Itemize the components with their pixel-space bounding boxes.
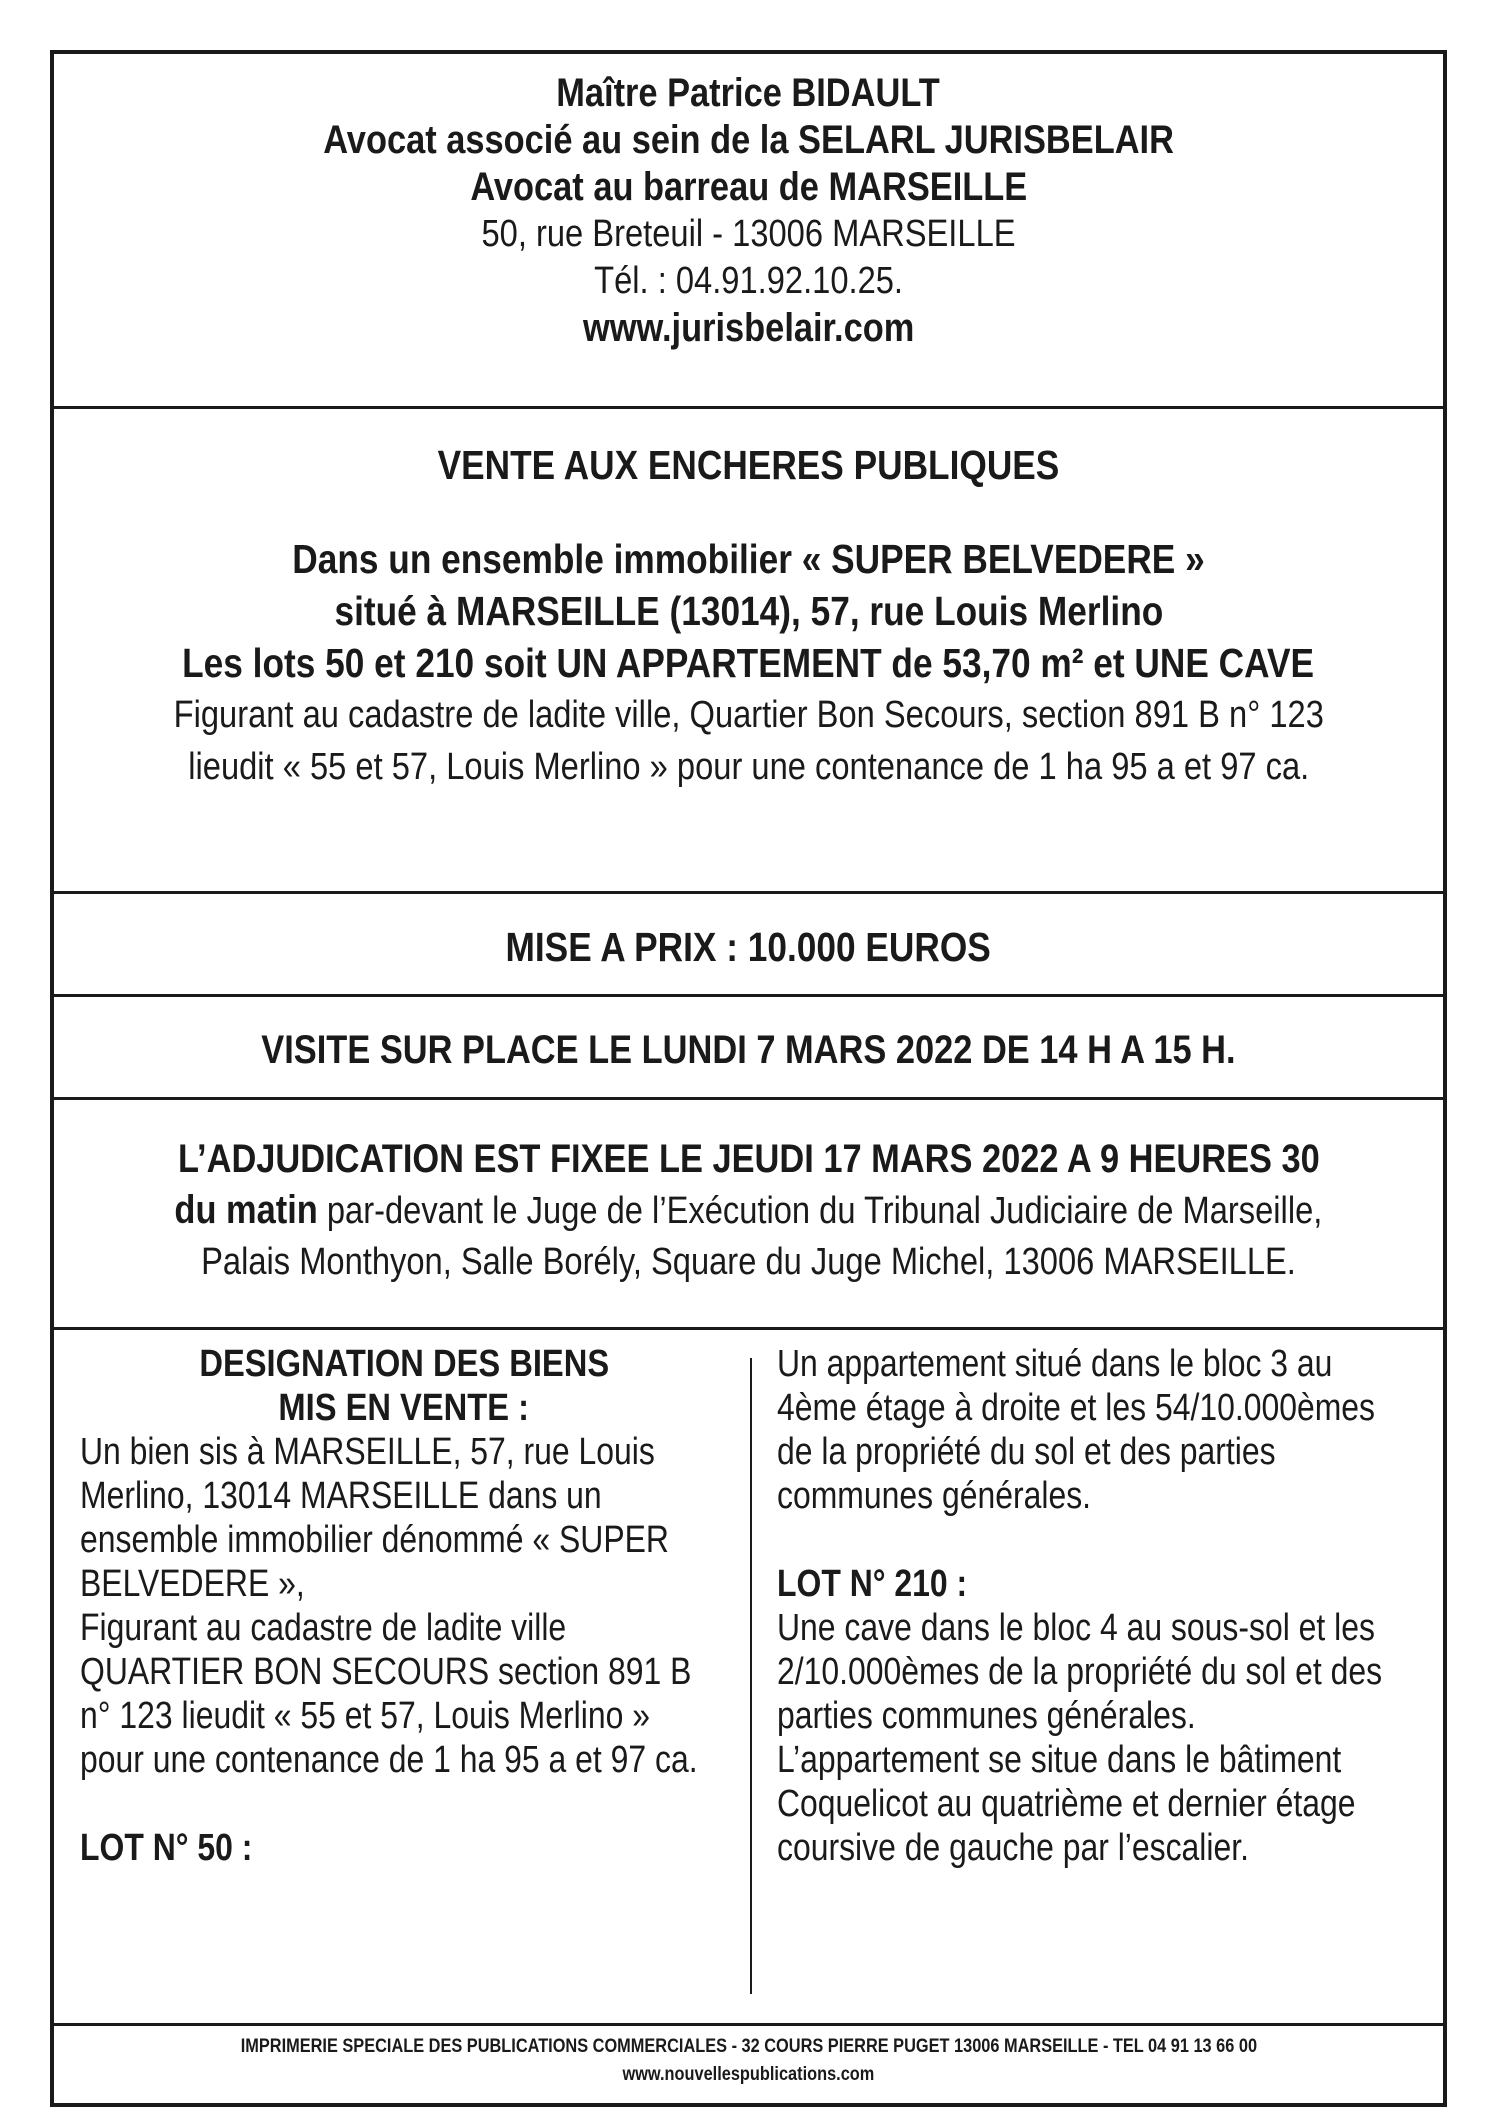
right-p2-line: parties communes générales.: [777, 1695, 1196, 1737]
printer-footer: [54, 2026, 1443, 2111]
left-p1-line: BELVEDERE »,: [80, 1563, 305, 1605]
right-p2-line: 2/10.000èmes de la propriété du sol et des: [777, 1651, 1383, 1693]
sale-line-3: Les lots 50 et 210 soit UN APPARTEMENT de 53,70 m² et UNE CAVE: [182, 640, 1315, 686]
right-p1-line: de la propriété du sol et des parties: [777, 1431, 1276, 1473]
right-p3-line: coursive de gauche par l’escalier.: [777, 1827, 1249, 1869]
visit-info: VISITE SUR PLACE LE LUNDI 7 MARS 2022 DE 14 H A 15 H.: [261, 1028, 1236, 1072]
lot-210-heading: LOT N° 210 :: [777, 1563, 968, 1605]
adjudication-line-2: par-devant le Juge de l’Exécution du Tribunal Judiciaire de Marseille,: [317, 1190, 1323, 1232]
right-p3-line: Coquelicot au quatrième et dernier étage: [777, 1783, 1356, 1825]
price-section: [54, 894, 1443, 997]
starting-price: MISE A PRIX : 10.000 EUROS: [505, 924, 992, 970]
adjudication-line-1: L’ADJUDICATION EST FIXEE LE JEUDI 17 MARS 2022 A 9 HEURES 30: [177, 1137, 1320, 1181]
property-details: [54, 1330, 1443, 2026]
sale-line-2: situé à MARSEILLE (13014), 57, rue Louis Merlino: [334, 588, 1163, 634]
visit-section: [54, 997, 1443, 1100]
lawyer-header: [54, 54, 1443, 409]
printer-info: IMPRIMERIE SPECIALE DES PUBLICATIONS COMMERCIALES - 32 COURS PIERRE PUGET 13006 MARSEILLE - TEL 04 91 13 66 00: [240, 2036, 1257, 2057]
right-p1-line: Un appartement situé dans le bloc 3 au: [777, 1343, 1333, 1385]
lawyer-website[interactable]: www.jurisbelair.com: [582, 306, 915, 350]
lawyer-role: Avocat associé au sein de la SELARL JURISBELAIR: [323, 118, 1174, 162]
left-p1-line: Merlino, 13014 MARSEILLE dans un: [80, 1475, 602, 1517]
adjudication-line-3: Palais Monthyon, Salle Borély, Square du Juge Michel, 13006 MARSEILLE.: [201, 1241, 1296, 1283]
right-p2-line: Une cave dans le bloc 4 au sous-sol et les: [777, 1607, 1375, 1649]
adjudication-morning: du matin: [174, 1188, 318, 1232]
left-p2-line: QUARTIER BON SECOURS section 891 B: [80, 1651, 692, 1693]
right-p1-line: 4ème étage à droite et les 54/10.000èmes: [777, 1387, 1376, 1429]
column-divider: [750, 1358, 752, 1994]
left-p2-line: n° 123 lieudit « 55 et 57, Louis Merlino »: [80, 1695, 650, 1737]
lawyer-phone: Tél. : 04.91.92.10.25.: [594, 260, 903, 302]
lot-50-heading: LOT N° 50 :: [80, 1827, 253, 1869]
left-p2-line: pour une contenance de 1 ha 95 a et 97 ca.: [80, 1739, 698, 1781]
lawyer-bar: Avocat au barreau de MARSEILLE: [470, 165, 1027, 209]
left-p1-line: ensemble immobilier dénommé « SUPER: [80, 1519, 669, 1561]
notice-frame: [50, 50, 1447, 2107]
lawyer-name: Maître Patrice BIDAULT: [556, 71, 941, 115]
adjudication-section: [54, 1100, 1443, 1330]
designation-heading-2: MIS EN VENTE :: [278, 1387, 530, 1429]
left-p2-line: Figurant au cadastre de ladite ville: [80, 1607, 567, 1649]
right-p1-line: communes générales.: [777, 1475, 1092, 1517]
right-p3-line: L’appartement se situe dans le bâtiment: [777, 1739, 1342, 1781]
designation-heading-1: DESIGNATION DES BIENS: [199, 1343, 609, 1385]
sale-cadastre-2: lieudit « 55 et 57, Louis Merlino » pour une contenance de 1 ha 95 a et 97 ca.: [187, 746, 1310, 788]
sale-line-1: Dans un ensemble immobilier « SUPER BELVEDERE »: [292, 536, 1205, 582]
lawyer-address: 50, rue Breteuil - 13006 MARSEILLE: [481, 213, 1016, 255]
sale-cadastre-1: Figurant au cadastre de ladite ville, Quartier Bon Secours, section 891 B n° 123: [173, 694, 1324, 736]
sale-section: [54, 409, 1443, 894]
printer-website[interactable]: www.nouvellespublications.com: [622, 2064, 875, 2085]
sale-title: VENTE AUX ENCHERES PUBLIQUES: [437, 442, 1060, 488]
left-p1-line: Un bien sis à MARSEILLE, 57, rue Louis: [80, 1431, 655, 1473]
